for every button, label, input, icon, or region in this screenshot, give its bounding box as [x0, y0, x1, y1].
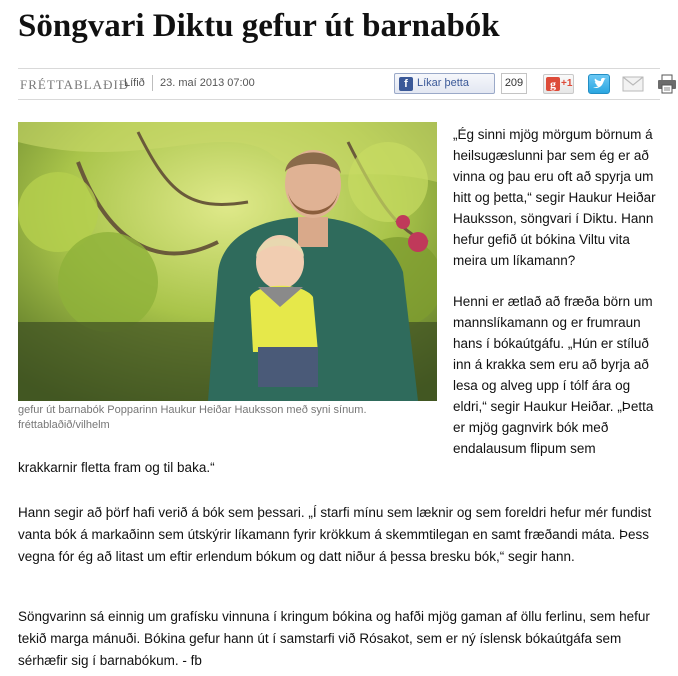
- email-share-button[interactable]: [622, 74, 644, 94]
- twitter-share-button[interactable]: [588, 74, 610, 94]
- like-count: 209: [501, 73, 527, 94]
- facebook-like-button[interactable]: [394, 73, 495, 94]
- print-icon: [657, 74, 677, 94]
- google-plus-label: +1: [561, 78, 573, 89]
- print-button[interactable]: [657, 74, 677, 94]
- google-plus-button[interactable]: [543, 74, 574, 94]
- facebook-icon: f: [399, 77, 413, 91]
- article-meta-bar: [18, 68, 660, 100]
- google-plus-icon: g: [546, 77, 560, 91]
- article-title: Söngvari Diktu gefur út barnabók: [18, 8, 500, 44]
- article-paragraph: Söngvarinn sá einnig um grafísku vinnuna í kringum bókina og hafði mjög gaman af öllu ferlinu, sem hefur tekið marga mánuði. Bókina gefur hann út í samstarfi við Rósakot, sem er ný íslensk bókaútgáfa sem sérhæfir sig í barnabókum. - fb: [18, 609, 650, 668]
- source-name: FRÉTTABLAÐIÐ: [20, 77, 130, 92]
- twitter-icon: [589, 75, 609, 93]
- photo-caption: gefur út barnabók Popparinn Haukur Heiðar Hauksson með syni sínum. fréttablaðið/vilhelm: [18, 404, 367, 431]
- article-intro-column: [453, 124, 666, 479]
- meta-divider: [152, 75, 153, 91]
- publish-date: 23. maí 2013 07:00: [160, 77, 255, 89]
- mail-icon: [622, 74, 644, 94]
- section-link[interactable]: Lífið: [124, 77, 145, 89]
- article-paragraph: Henni er ætlað að fræða börn um mannslíkamann og er frumraun hans í bókaútgáfu. „Hún er stíluð inn á krakka sem eru að byrja að lesa og alveg upp í tólf ára og eldri,“ segir Haukur Heiðar. „Þetta er mjög gagnvirk bók með endalausum flipum sem: [453, 294, 654, 456]
- article-paragraph: „Ég sinni mjög mörgum börnum á heilsugæslunni þar sem ég er að vinna og þau eru oft að spyrja um hitt og þetta,“ segir Haukur Heiðar Hauksson, söngvari í Diktu. Hann hefur gefið út bókina Viltu vita meira um líkamann?: [453, 127, 656, 268]
- article-photo: [18, 122, 437, 401]
- article-paragraph: Hann segir að þörf hafi verið á bók sem þessari. „Í starfi mínu sem læknir og sem foreldri hefur mér fundist vanta bók á markaðinn sem útskýrir líkamann fyrir krökkum á skemmtilegan en samt fræðandi máta. Þess vegna fór ég að litast um eftir erlendum bókum og datt niður á þessa bresku bók,“ segir hann.: [18, 505, 652, 564]
- facebook-like-label: Líkar þetta: [417, 77, 469, 89]
- article-paragraph-continuation: krakkarnir fletta fram og til baka.“: [18, 460, 215, 475]
